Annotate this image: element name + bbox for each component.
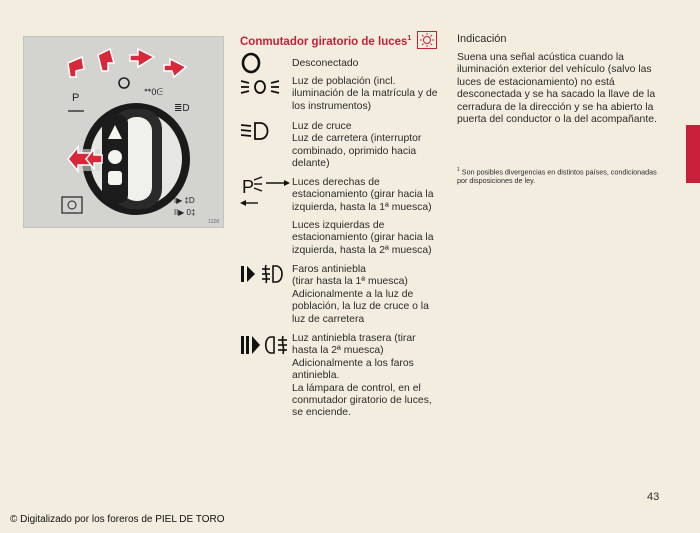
indicacion-text: Suena una señal acústica cuando la iluminación exterior del vehículo (salvo las luces de estacionamiento) no está desconectada y se ha sacado la llave de la cerradura de la dirección y se ha abierto la puerta del conductor o la del acompañante. [457,52,657,126]
footnote-text: Son posibles divergencias en distintos países, condicionadas por disposiciones de ley. [457,167,657,186]
svg-text:ᕯ0ᕮ: ᕯ0ᕮ [144,87,164,97]
section-tab-marker [686,125,700,183]
footnote-mark: 1 [457,167,460,173]
parking-light-icon [240,77,280,102]
scan-credit: © Digitalizado por los foreros de PIEL DE TORO [10,514,225,525]
footnote [457,166,667,185]
desc-off: Desconectado [292,58,359,69]
indicacion-title: Indicación [457,33,507,45]
circle-off-icon [240,52,266,79]
light-switch-illustration [23,36,224,228]
low-beam-icon [240,120,274,147]
fog-front-icon [240,263,286,290]
park-side-icon [240,175,292,214]
figure-number: 1128 [208,219,219,225]
svg-text:ǀ▶ ‡D: ǀ▶ ‡D [174,196,195,205]
desc-parking-light: Luz de población (incl. iluminación de la matrícula y de los instrumentos) [292,76,438,112]
svg-text:P: P [242,177,255,197]
svg-text:P: P [72,92,80,104]
rotation-arrows-icon [68,49,186,77]
desc-fog-front: Faros antiniebla (tirar hasta la 1ª muesca) Adicionalmente a la luz de población, la luz de cruce o la luz de carretera [292,264,429,325]
heading-footnote-mark: 1 [407,35,412,43]
svg-text:≣D: ≣D [174,103,190,114]
desc-left-park: Luces izquierdas de estacionamiento (girar hacia la izquierda, hasta la 2ª muesca) [292,220,434,256]
heading-text: Conmutador giratorio de luces [240,36,408,49]
light-switch-box-icon [417,31,437,49]
page-number: 43 [647,491,660,503]
desc-right-park: Luces derechas de estacionamiento (girar hacia la izquierda, hasta la 1ª muesca) [292,177,434,213]
section-heading [240,33,437,51]
desc-fog-rear: Luz antiniebla trasera (tirar hasta la 2ª muesca) Adicionalmente a los faros antiniebla. La lámpara de control, en el conmutador giratorio de luces, se enciende. [292,333,432,419]
svg-text:ǀǀ▶ 0‡: ǀǀ▶ 0‡ [174,208,196,217]
desc-low-beam: Luz de cruce Luz de carretera (interruptor combinado, oprimido hacia delante) [292,121,422,170]
fog-rear-icon [240,333,290,362]
